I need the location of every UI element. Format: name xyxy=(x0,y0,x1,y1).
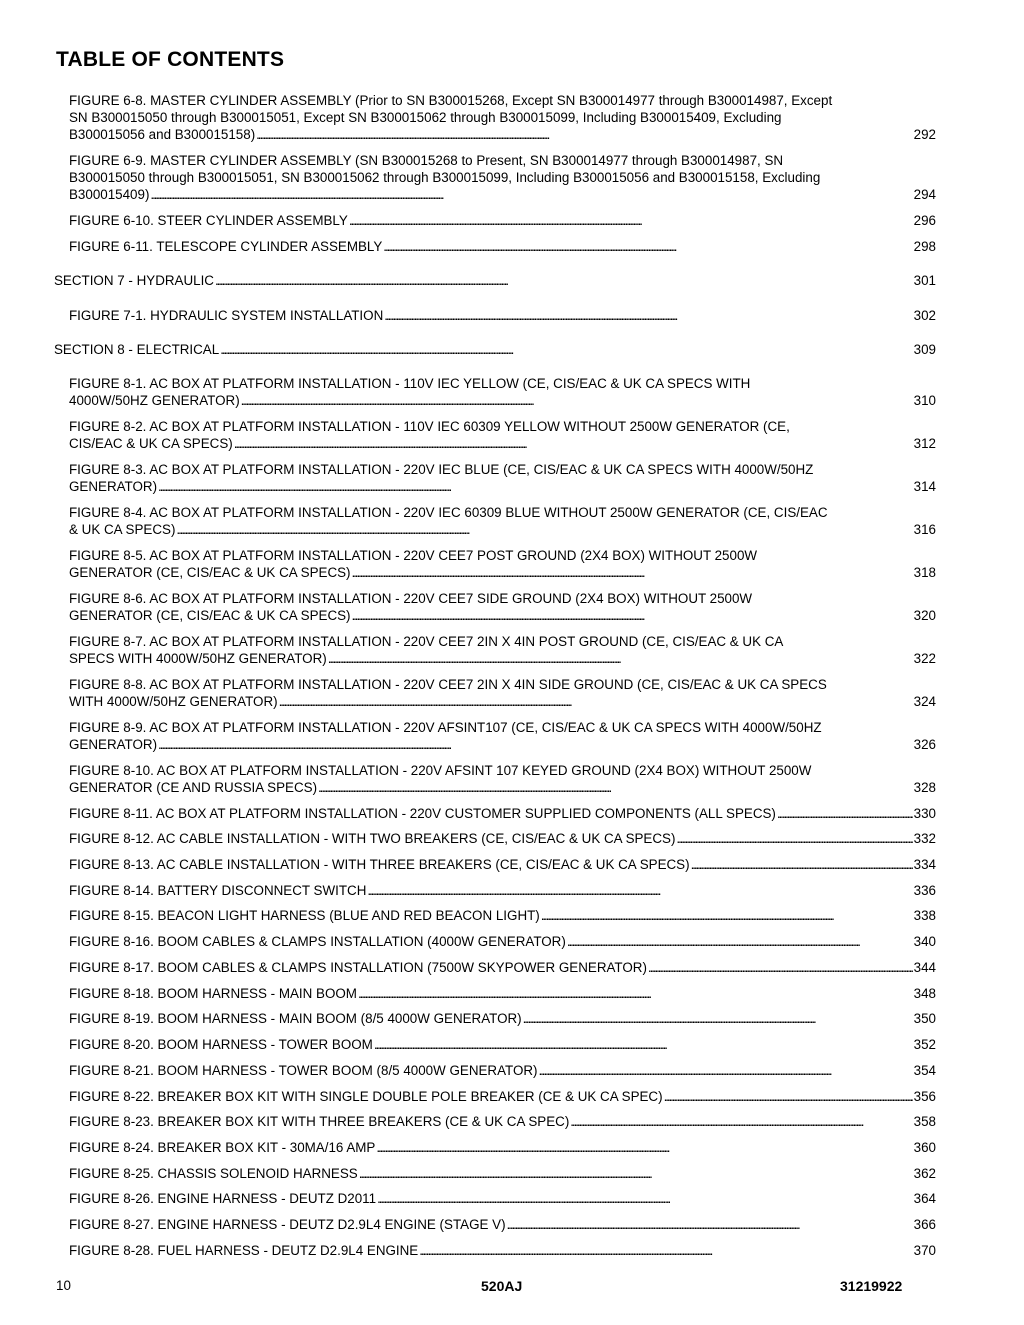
dot-leader xyxy=(328,650,913,667)
toc-entry-title: FIGURE 6-10. STEER CYLINDER ASSEMBLY xyxy=(69,213,348,228)
toc-entry-title: GENERATOR (CE, CIS/EAC & UK CA SPECS) xyxy=(69,565,351,580)
toc-entry-page: 334 xyxy=(913,857,936,872)
toc-section-title: SECTION 7 - HYDRAULIC xyxy=(54,273,214,288)
toc-entry[interactable] xyxy=(69,1216,936,1233)
toc-entry-title: 4000W/50HZ GENERATOR) xyxy=(69,393,240,408)
toc-entry[interactable] xyxy=(69,418,936,452)
toc-entry-title: FIGURE 8-18. BOOM HARNESS - MAIN BOOM xyxy=(69,986,357,1001)
toc-entry-title: FIGURE 8-27. ENGINE HARNESS - DEUTZ D2.9L4 ENGINE (STAGE V) xyxy=(69,1217,506,1232)
toc-entry-title: FIGURE 8-26. ENGINE HARNESS - DEUTZ D2011 xyxy=(69,1191,377,1206)
page-number: 10 xyxy=(56,1278,71,1293)
dot-leader xyxy=(384,307,912,324)
toc-entry-text: FIGURE 8-2. AC BOX AT PLATFORM INSTALLATION - 110V IEC 60309 YELLOW WITHOUT 2500W GENERATOR (CE, xyxy=(69,419,790,434)
toc-entry-title: & UK CA SPECS) xyxy=(69,522,176,537)
toc-entry-title: FIGURE 8-15. BEACON LIGHT HARNESS (BLUE AND RED BEACON LIGHT) xyxy=(69,908,540,923)
dot-leader xyxy=(664,1088,913,1105)
dot-leader xyxy=(383,238,912,255)
toc-entry-text: FIGURE 8-10. AC BOX AT PLATFORM INSTALLATION - 220V AFSINT 107 KEYED GROUND (2X4 BOX) WITHOUT 2500W xyxy=(69,763,812,778)
dot-leader xyxy=(279,693,913,710)
toc-entry-page: 324 xyxy=(913,694,936,709)
dot-leader xyxy=(419,1242,912,1259)
toc-entry-page: 340 xyxy=(913,934,936,949)
toc-entry[interactable] xyxy=(69,504,936,538)
toc-entry-page: 330 xyxy=(913,806,936,821)
dot-leader xyxy=(349,212,913,229)
toc-entry-page: 336 xyxy=(913,883,936,898)
toc-entry-title: FIGURE 8-14. BATTERY DISCONNECT SWITCH xyxy=(69,883,367,898)
toc-entry[interactable] xyxy=(69,307,936,324)
toc-entry-page: 328 xyxy=(913,780,936,795)
toc-entry-title: B300015409) xyxy=(69,187,150,202)
dot-leader xyxy=(234,435,913,452)
toc-entry[interactable] xyxy=(69,1036,936,1053)
page-title: TABLE OF CONTENTS xyxy=(56,48,285,71)
toc-entry-page: 298 xyxy=(913,239,936,254)
toc-entry-title: FIGURE 7-1. HYDRAULIC SYSTEM INSTALLATION xyxy=(69,308,384,323)
dot-leader xyxy=(241,392,913,409)
dot-leader xyxy=(376,1139,912,1156)
toc-entry[interactable] xyxy=(69,907,936,924)
toc-entry-page: 358 xyxy=(913,1114,936,1129)
toc-entry[interactable] xyxy=(69,985,936,1002)
toc-entry-title: CIS/EAC & UK CA SPECS) xyxy=(69,436,233,451)
toc-entry-text: FIGURE 8-6. AC BOX AT PLATFORM INSTALLATION - 220V CEE7 SIDE GROUND (2X4 BOX) WITHOUT 2500W xyxy=(69,591,753,606)
toc-entry-page: 338 xyxy=(913,908,936,923)
dot-leader xyxy=(570,1113,912,1130)
toc-entry-title: FIGURE 8-22. BREAKER BOX KIT WITH SINGLE DOUBLE POLE BREAKER (CE & UK CA SPEC) xyxy=(69,1089,663,1104)
toc-entry[interactable] xyxy=(69,856,936,873)
dot-leader xyxy=(507,1216,913,1233)
toc-entry[interactable] xyxy=(69,212,936,229)
dot-leader xyxy=(256,126,913,143)
toc-entry[interactable] xyxy=(69,1113,936,1130)
toc-entry-title: SPECS WITH 4000W/50HZ GENERATOR) xyxy=(69,651,327,666)
dot-leader xyxy=(541,907,913,924)
dot-leader xyxy=(777,805,913,822)
toc-entry[interactable] xyxy=(69,590,936,624)
dot-leader xyxy=(676,830,912,847)
toc-entry-page: 362 xyxy=(913,1166,936,1181)
dot-leader xyxy=(176,521,912,538)
toc-entry-title: GENERATOR (CE AND RUSSIA SPECS) xyxy=(69,780,318,795)
toc-entry-text: FIGURE 8-7. AC BOX AT PLATFORM INSTALLATION - 220V CEE7 2IN X 4IN POST GROUND (CE, CIS/EAC & UK CA xyxy=(69,634,784,649)
dot-leader xyxy=(567,933,913,950)
toc-entry-page: 309 xyxy=(913,342,936,357)
toc-entry-page: 332 xyxy=(913,831,936,846)
toc-entry[interactable] xyxy=(69,547,936,581)
toc-entry-title: FIGURE 8-17. BOOM CABLES & CLAMPS INSTALLATION (7500W SKYPOWER GENERATOR) xyxy=(69,960,647,975)
toc-entry-page: 370 xyxy=(913,1243,936,1258)
toc-entry-page: 350 xyxy=(913,1011,936,1026)
toc-entry[interactable] xyxy=(69,1088,936,1105)
toc-entry[interactable] xyxy=(69,461,936,495)
toc-entry-title: FIGURE 8-28. FUEL HARNESS - DEUTZ D2.9L4 ENGINE xyxy=(69,1243,419,1258)
toc-entry-text: FIGURE 8-1. AC BOX AT PLATFORM INSTALLATION - 110V IEC YELLOW (CE, CIS/EAC & UK CA SPECS WITH xyxy=(69,376,751,391)
toc-entry-page: 316 xyxy=(913,522,936,537)
toc-entry-page: 356 xyxy=(913,1089,936,1104)
toc-entry-page: 294 xyxy=(913,187,936,202)
dot-leader xyxy=(539,1062,913,1079)
toc-entry-title: B300015056 and B300015158) xyxy=(69,127,256,142)
toc-entry[interactable] xyxy=(69,1165,936,1182)
toc-entry[interactable] xyxy=(69,959,936,976)
dot-leader xyxy=(352,564,913,581)
toc-entry[interactable] xyxy=(69,238,936,255)
dot-leader xyxy=(377,1190,913,1207)
dot-leader xyxy=(158,478,913,495)
toc-entry-title: FIGURE 8-20. BOOM HARNESS - TOWER BOOM xyxy=(69,1037,373,1052)
toc-entry[interactable] xyxy=(69,882,936,899)
toc-entry[interactable] xyxy=(69,152,936,203)
toc-entry-page: 354 xyxy=(913,1063,936,1078)
toc-entry-text: FIGURE 8-8. AC BOX AT PLATFORM INSTALLATION - 220V CEE7 2IN X 4IN SIDE GROUND (CE, CIS/EAC & UK CA SPECS xyxy=(69,677,827,692)
dot-leader xyxy=(215,272,913,289)
toc-entry[interactable] xyxy=(69,1242,936,1259)
toc-entry-text: FIGURE 8-5. AC BOX AT PLATFORM INSTALLATION - 220V CEE7 POST GROUND (2X4 BOX) WITHOUT 2500W xyxy=(69,548,758,563)
toc-entry-page: 301 xyxy=(913,273,936,288)
toc-entry-page: 366 xyxy=(913,1217,936,1232)
toc-entry[interactable] xyxy=(69,676,936,710)
toc-section[interactable] xyxy=(54,272,936,289)
toc-entry-title: GENERATOR (CE, CIS/EAC & UK CA SPECS) xyxy=(69,608,351,623)
toc-entry-page: 364 xyxy=(913,1191,936,1206)
dot-leader xyxy=(523,1010,913,1027)
toc-entry[interactable] xyxy=(69,830,936,847)
toc-entry-title: FIGURE 8-19. BOOM HARNESS - MAIN BOOM (8/5 4000W GENERATOR) xyxy=(69,1011,522,1026)
dot-leader xyxy=(150,186,912,203)
toc-entry-title: FIGURE 8-23. BREAKER BOX KIT WITH THREE BREAKERS (CE & UK CA SPEC) xyxy=(69,1114,570,1129)
dot-leader xyxy=(318,779,913,796)
toc-entry-page: 326 xyxy=(913,737,936,752)
toc-entry-title: FIGURE 8-24. BREAKER BOX KIT - 30MA/16 AMP xyxy=(69,1140,376,1155)
toc-entry-text: FIGURE 6-9. MASTER CYLINDER ASSEMBLY (SN B300015268 to Present, SN B300014977 through B300014987, SN B300015050 through B300015051, SN B300015062 through B300015099, Including B300015056 and B300015158, Excluding xyxy=(69,153,821,185)
toc-entry[interactable] xyxy=(69,375,936,409)
dot-leader xyxy=(359,1165,913,1182)
toc-entry-page: 312 xyxy=(913,436,936,451)
toc-entry-page: 360 xyxy=(913,1140,936,1155)
toc-entry[interactable] xyxy=(69,719,936,753)
toc-entry-title: FIGURE 6-11. TELESCOPE CYLINDER ASSEMBLY xyxy=(69,239,383,254)
toc-entry-page: 322 xyxy=(913,651,936,666)
toc-entry-page: 352 xyxy=(913,1037,936,1052)
toc-entry-title: FIGURE 8-16. BOOM CABLES & CLAMPS INSTALLATION (4000W GENERATOR) xyxy=(69,934,566,949)
toc-entry-page: 314 xyxy=(913,479,936,494)
toc-entry-page: 348 xyxy=(913,986,936,1001)
dot-leader xyxy=(220,341,912,358)
toc-entry[interactable] xyxy=(69,92,936,143)
dot-leader xyxy=(358,985,913,1002)
dot-leader xyxy=(648,959,913,976)
toc-section-title: SECTION 8 - ELECTRICAL xyxy=(54,342,220,357)
toc-entry-page: 320 xyxy=(913,608,936,623)
dot-leader xyxy=(158,736,913,753)
dot-leader xyxy=(374,1036,913,1053)
toc-section[interactable] xyxy=(54,341,936,358)
toc-entry[interactable] xyxy=(69,1190,936,1207)
toc-entry-page: 296 xyxy=(913,213,936,228)
toc-entry-title: FIGURE 8-11. AC BOX AT PLATFORM INSTALLATION - 220V CUSTOMER SUPPLIED COMPONENTS (ALL SPECS) xyxy=(69,806,776,821)
toc-entry[interactable] xyxy=(69,1062,936,1079)
toc-entry-title: WITH 4000W/50HZ GENERATOR) xyxy=(69,694,278,709)
toc-entry[interactable] xyxy=(69,1010,936,1027)
toc-entry-title: FIGURE 8-12. AC CABLE INSTALLATION - WITH TWO BREAKERS (CE, CIS/EAC & UK CA SPECS) xyxy=(69,831,676,846)
toc-entry-title: FIGURE 8-25. CHASSIS SOLENOID HARNESS xyxy=(69,1166,358,1181)
toc-entry-text: FIGURE 6-8. MASTER CYLINDER ASSEMBLY (Prior to SN B300015268, Except SN B300014977 through B300014987, Except SN B300015050 through B300015051, Except SN B300015062 through B300015099, Including B300015409, Excluding xyxy=(69,93,833,125)
dot-leader xyxy=(352,607,913,624)
toc-entry-text: FIGURE 8-3. AC BOX AT PLATFORM INSTALLATION - 220V IEC BLUE (CE, CIS/EAC & UK CA SPECS WITH 4000W/50HZ xyxy=(69,462,814,477)
toc-entry[interactable] xyxy=(69,762,936,796)
toc-entry-page: 318 xyxy=(913,565,936,580)
dot-leader xyxy=(691,856,913,873)
toc-entry-title: GENERATOR) xyxy=(69,479,158,494)
document-number: 31219922 xyxy=(840,1278,903,1294)
toc-entry[interactable] xyxy=(69,805,936,822)
toc-entry-page: 292 xyxy=(913,127,936,142)
dot-leader xyxy=(367,882,912,899)
toc-entry-title: GENERATOR) xyxy=(69,737,158,752)
toc-entry[interactable] xyxy=(69,933,936,950)
toc-entry[interactable] xyxy=(69,633,936,667)
toc-entry-page: 302 xyxy=(913,308,936,323)
toc-entry-title: FIGURE 8-13. AC CABLE INSTALLATION - WITH THREE BREAKERS (CE, CIS/EAC & UK CA SPECS) xyxy=(69,857,690,872)
toc-entry-page: 344 xyxy=(913,960,936,975)
toc-entry-title: FIGURE 8-21. BOOM HARNESS - TOWER BOOM (8/5 4000W GENERATOR) xyxy=(69,1063,538,1078)
toc-entry-text: FIGURE 8-4. AC BOX AT PLATFORM INSTALLATION - 220V IEC 60309 BLUE WITHOUT 2500W GENERATOR (CE, CIS/EAC xyxy=(69,505,828,520)
toc-entry-page: 310 xyxy=(913,393,936,408)
toc-entry-text: FIGURE 8-9. AC BOX AT PLATFORM INSTALLATION - 220V AFSINT107 (CE, CIS/EAC & UK CA SPECS WITH 4000W/50HZ xyxy=(69,720,822,735)
toc-entry[interactable] xyxy=(69,1139,936,1156)
model-name: 520AJ xyxy=(481,1278,523,1294)
